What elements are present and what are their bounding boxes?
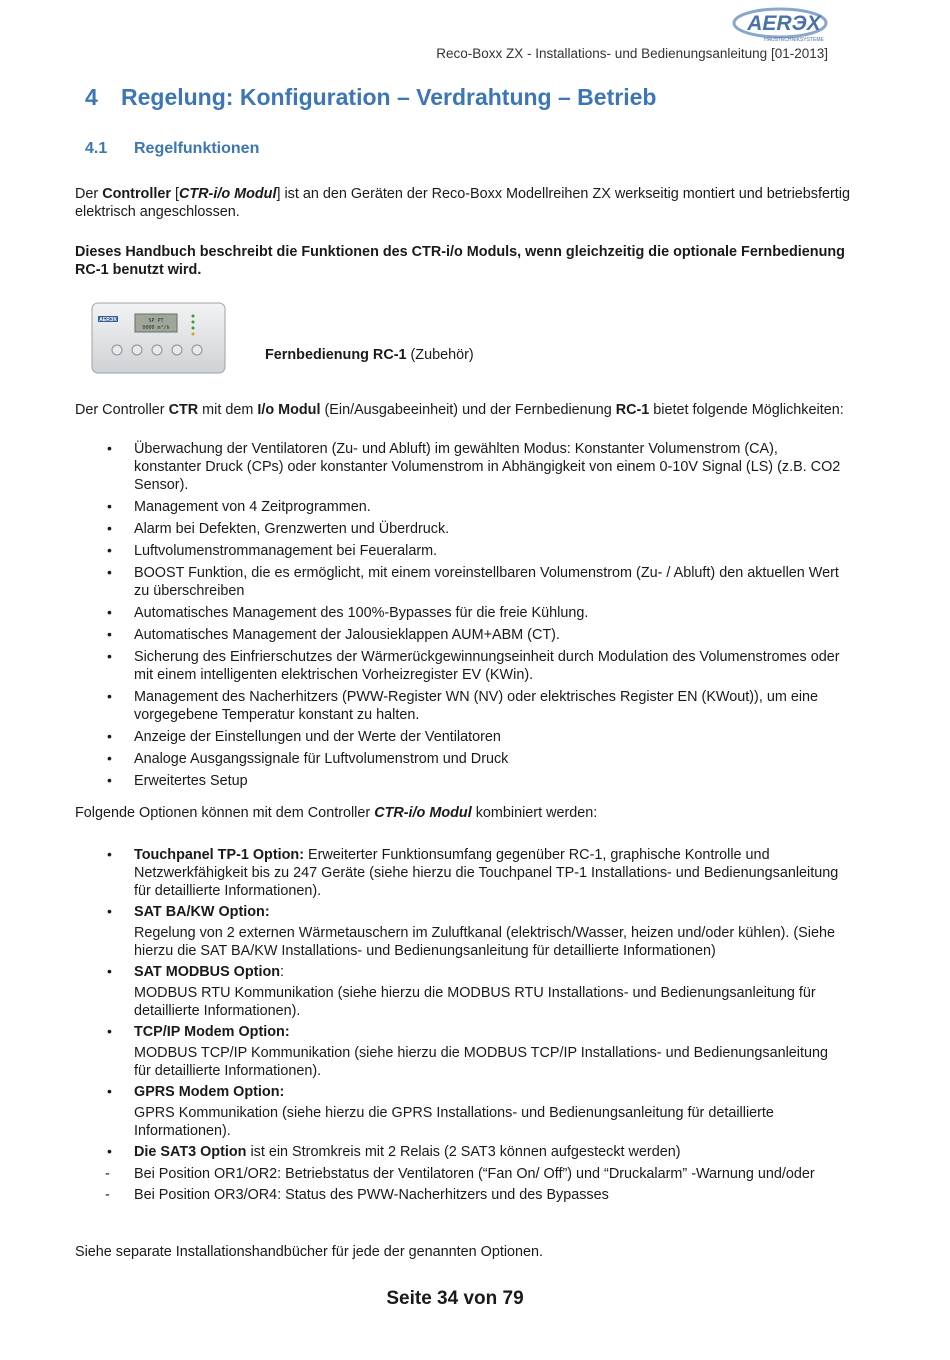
- bullet-icon: •: [107, 498, 112, 514]
- text-run: bietet folgende Möglichkeiten:: [649, 402, 844, 418]
- bullet-icon: •: [107, 772, 112, 788]
- bullet-icon: •: [107, 688, 112, 704]
- bullet-icon: •: [107, 604, 112, 620]
- device-screen-line1: SP PT: [148, 318, 164, 324]
- text-run: kombiniert werden:: [471, 805, 598, 821]
- feature-text: Automatisches Management des 100%-Bypasses für die freie Kühlung.: [134, 605, 589, 621]
- feature-text: BOOST Funktion, die es ermöglicht, mit einem voreinstellbaren Volumenstrom (Zu- / Abluft) den aktuellen Wert zu überschreiben: [134, 565, 839, 599]
- device-screen-line2: 0000 m³/h: [142, 325, 170, 331]
- feature-item: [75, 728, 845, 746]
- subsection-heading: [85, 140, 259, 158]
- feature-text: Überwachung der Ventilatoren (Zu- und Abluft) im gewählten Modus: Konstanter Volumenstrom (CA), konstanter Druck (CPs) oder konstanter Volumenstrom in Abhängigkeit von einem 0-10V Signal (LS) (z.B. CO2 Sensor).: [134, 441, 841, 493]
- option-item: [75, 1143, 845, 1204]
- option-description: MODBUS RTU Kommunikation (siehe hierzu die MODBUS RTU Installations- und Bedienungsanleitung für detaillierte Informationen).: [134, 985, 816, 1019]
- feature-text: Sicherung des Einfrierschutzes der Wärmerückgewinnungseinheit durch Modulation des Volumenstromes oder mit einem intelligenten elektrischen Vorheizregister EV (KWin).: [134, 649, 840, 683]
- option-item: [75, 903, 845, 960]
- option-description: Regelung von 2 externen Wärmetauschern im Zuluftkanal (elektrisch/Wasser, heizen und/oder kühlen). (Siehe hierzu die SAT BA/KW Installations- und Bedienungsanleitung für detaillierte Informationen): [134, 925, 835, 959]
- bullet-icon: •: [107, 440, 112, 456]
- option-inline-text: Erweiterter Funktionsumfang gegenüber RC-1, graphische Kontrolle und Netzwerkfähigkeit bis zu 247 Geräte (siehe hierzu die Touchpanel TP-1 Installations- und Bedienungsanleitung für detaillierte Informationen).: [134, 847, 839, 899]
- text-run: mit dem: [198, 402, 258, 418]
- text-run: (Ein/Ausgabeeinheit) und der Fernbedienung: [320, 402, 616, 418]
- text-run: Der Controller: [75, 402, 169, 418]
- device-led: [192, 315, 195, 318]
- text-run: Der: [75, 186, 103, 202]
- device-led: [192, 333, 195, 336]
- bullet-icon: •: [107, 1023, 112, 1039]
- logo-subtext: HAUSTECHNIKSYSTEME: [764, 37, 824, 43]
- feature-item: [75, 626, 845, 644]
- feature-item: [75, 648, 845, 684]
- text-run: [: [170, 186, 179, 202]
- option-description: MODBUS TCP/IP Kommunikation (siehe hierzu die MODBUS TCP/IP Installations- und Bedienungsanleitung für detaillierte Informationen).: [134, 1045, 829, 1079]
- controller-term: Controller: [102, 186, 171, 202]
- subsection-number: 4.1: [85, 140, 108, 157]
- text-run: ] ist an den Geräten der Reco-Boxx Modellreihen ZX werkseitig montiert und betriebsfertig elektrisch angeschlossen.: [75, 186, 850, 220]
- option-name: Die SAT3 Option: [134, 1144, 247, 1160]
- device-button: [152, 345, 162, 355]
- option-item: [75, 846, 845, 900]
- controller-intro-paragraph: [75, 401, 845, 419]
- options-intro-paragraph: [75, 804, 845, 822]
- options-list: [75, 846, 845, 1207]
- device-button: [112, 345, 122, 355]
- section-number: 4: [85, 84, 98, 110]
- rc1-caption-bold: Fernbedienung RC-1: [265, 347, 407, 363]
- feature-text: Luftvolumenstrommanagement bei Feueralarm.: [134, 543, 438, 559]
- device-brand: AERЭX: [99, 317, 117, 323]
- page-number: Seite 34 von 79: [386, 1288, 524, 1309]
- device-led: [192, 327, 195, 330]
- text-run: Folgende Optionen können mit dem Controller: [75, 805, 375, 821]
- sat3-item-text: Bei Position OR3/OR4: Status des PWW-Nacherhitzers und des Bypasses: [134, 1187, 609, 1203]
- dash-marker: -: [105, 1187, 110, 1203]
- bullet-icon: •: [107, 1143, 112, 1159]
- option-name: TCP/IP Modem Option:: [134, 1024, 290, 1040]
- ctr-modul-term: CTR-i/o Modul: [178, 186, 277, 202]
- bullet-icon: •: [107, 520, 112, 536]
- device-led: [192, 321, 195, 324]
- bullet-icon: •: [107, 963, 112, 979]
- option-name: GPRS Modem Option:: [134, 1084, 285, 1100]
- section-heading: [85, 84, 656, 111]
- option-description: GPRS Kommunikation (siehe hierzu die GPRS Installations- und Bedienungsanleitung für detaillierte Informationen).: [134, 1105, 774, 1139]
- device-button: [192, 345, 202, 355]
- rc1-remote-image: [91, 302, 226, 374]
- logo-text: AERЭX: [747, 12, 821, 35]
- document-header-title: Reco-Boxx ZX - Installations- und Bedienungsanleitung [01-2013]: [436, 46, 828, 61]
- feature-item: [75, 564, 845, 600]
- feature-text: Management von 4 Zeitprogrammen.: [134, 499, 371, 515]
- feature-item: [75, 498, 845, 516]
- io-modul-term: I/o Modul: [257, 402, 321, 418]
- bullet-icon: •: [107, 626, 112, 642]
- device-button: [172, 345, 182, 355]
- sat3-item: [75, 1186, 845, 1204]
- rc1-term: RC-1: [615, 402, 650, 418]
- bullet-icon: •: [107, 1083, 112, 1099]
- feature-text: Erweitertes Setup: [134, 773, 248, 789]
- option-name: Touchpanel TP-1 Option:: [134, 847, 305, 863]
- bullet-icon: •: [107, 648, 112, 664]
- option-inline-text: :: [280, 964, 285, 980]
- ctr-modul-term: CTR-i/o Modul: [374, 805, 472, 821]
- bullet-icon: •: [107, 728, 112, 744]
- feature-item: [75, 688, 845, 724]
- section-title: Regelung: Konfiguration – Verdrahtung – Betrieb: [121, 84, 657, 110]
- bullet-icon: •: [107, 564, 112, 580]
- bullet-icon: •: [107, 903, 112, 919]
- feature-item: [75, 772, 845, 790]
- option-name: SAT MODBUS Option: [134, 964, 281, 980]
- feature-text: Anzeige der Einstellungen und der Werte der Ventilatoren: [134, 729, 501, 745]
- option-item: [75, 1083, 845, 1140]
- sat3-sublist: [75, 1165, 845, 1204]
- feature-text: Automatisches Management der Jalousieklappen AUM+ABM (CT).: [134, 627, 560, 643]
- bullet-icon: •: [107, 750, 112, 766]
- sat3-item: [75, 1165, 845, 1183]
- feature-text: Management des Nacherhitzers (PWW-Register WN (NV) oder elektrisches Register EN (KWout)), um eine vorgegebene Temperatur konstant zu halten.: [134, 689, 819, 723]
- rc1-caption-rest: (Zubehör): [406, 347, 474, 363]
- bullet-icon: •: [107, 542, 112, 558]
- dash-marker: -: [105, 1166, 110, 1182]
- sat3-item-text: Bei Position OR1/OR2: Betriebstatus der Ventilatoren (“Fan On/ Off”) und “Druckalarm” -Warnung und/oder: [134, 1166, 815, 1182]
- feature-item: [75, 440, 845, 494]
- feature-text: Analoge Ausgangssignale für Luftvolumenstrom und Druck: [134, 751, 509, 767]
- feature-item: [75, 542, 845, 560]
- device-button: [132, 345, 142, 355]
- option-name: SAT BA/KW Option:: [134, 904, 270, 920]
- feature-item: [75, 520, 845, 538]
- feature-text: Alarm bei Defekten, Grenzwerten und Überdruck.: [134, 521, 450, 537]
- aerex-logo: [732, 6, 832, 44]
- option-inline-text: ist ein Stromkreis mit 2 Relais (2 SAT3 können aufgesteckt werden): [246, 1144, 681, 1160]
- feature-item: [75, 604, 845, 622]
- bullet-icon: •: [107, 846, 112, 862]
- option-item: [75, 963, 845, 1020]
- feature-item: [75, 750, 845, 768]
- subsection-title: Regelfunktionen: [134, 140, 260, 157]
- footer-note: Siehe separate Installationshandbücher für jede der genannten Optionen.: [75, 1244, 544, 1260]
- intro-paragraph: [75, 185, 855, 221]
- ctr-term: CTR: [168, 402, 199, 418]
- rc1-caption: [265, 347, 474, 363]
- feature-list: [75, 440, 845, 794]
- option-item: [75, 1023, 845, 1080]
- handbook-note: Dieses Handbuch beschreibt die Funktionen des CTR-i/o Moduls, wenn gleichzeitig die optionale Fernbedienung RC-1 benutzt wird.: [75, 244, 845, 278]
